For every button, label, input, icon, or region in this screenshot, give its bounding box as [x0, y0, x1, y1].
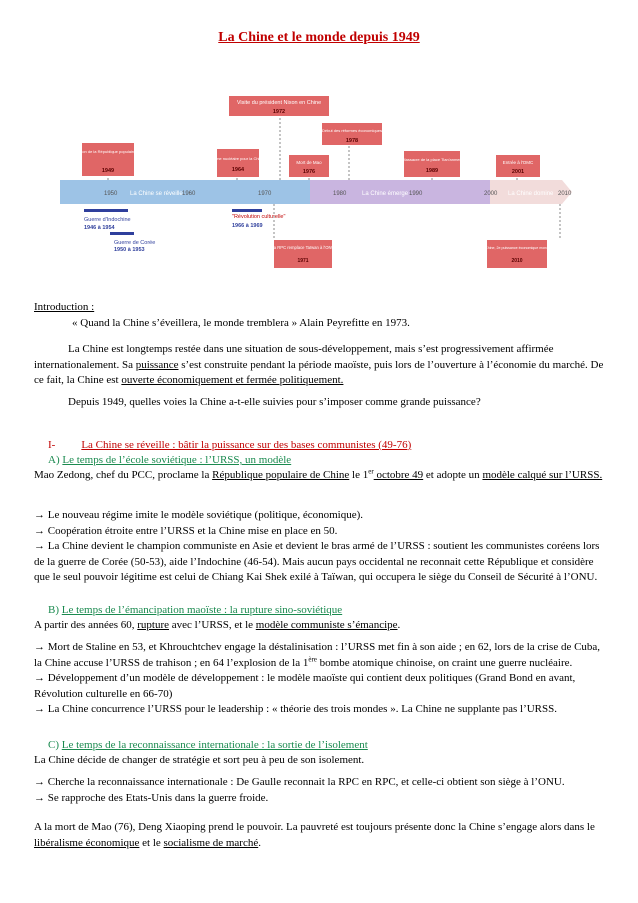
svg-text:La RPC remplace Taïwan à l'ONU: La RPC remplace Taïwan à l'ONU	[271, 245, 335, 250]
svg-text:Début des réformes économiques: Début des réformes économiques	[321, 128, 383, 133]
introduction	[34, 300, 606, 331]
event-revolution	[232, 209, 285, 229]
svg-text:1966 à 1969: 1966 à 1969	[232, 223, 263, 229]
event-2010	[480, 204, 560, 268]
svg-text:Entrée à l'OMC: Entrée à l'OMC	[502, 160, 534, 165]
event-1976	[289, 155, 329, 182]
partC-letter: C)	[48, 739, 59, 751]
intro-question: Depuis 1949, quelles voies la Chine a-t-elle suivies pour s’imposer comme grande puissance?	[68, 396, 481, 408]
event-1989	[402, 151, 461, 182]
year-tick: 2000	[484, 191, 498, 197]
partC-title: Le temps de la reconnaissance internationale : la sortie de l’isolement	[61, 739, 368, 751]
partB-lead: A partir des années 60, rupture avec l’URSS, et le modèle communiste s’émancipe.	[34, 619, 401, 631]
partA-bullets	[34, 508, 606, 586]
bullet: → Se rapproche des Etats-Unis dans la guerre froide.	[34, 791, 269, 804]
part1-number: I-	[48, 439, 56, 451]
svg-text:1989: 1989	[425, 168, 439, 174]
svg-text:1946 à 1954: 1946 à 1954	[84, 225, 115, 231]
partC-bullets	[34, 775, 606, 806]
part1-title: La Chine se réveille : bâtir la puissance sur des bases communistes (49-76)	[81, 439, 412, 451]
svg-text:Arme nucléaire pour la Chine: Arme nucléaire pour la Chine	[212, 156, 264, 161]
svg-text:"Révolution culturelle": "Révolution culturelle"	[232, 214, 286, 220]
event-indochine	[84, 209, 131, 231]
partB-title: Le temps de l’émancipation maoïste : la rupture sino-soviétique	[61, 604, 343, 616]
intro-paragraph	[34, 342, 606, 389]
svg-text:1978: 1978	[345, 138, 359, 144]
svg-text:1971: 1971	[297, 258, 309, 264]
year-tick: 1990	[409, 191, 423, 197]
bullet: → Développement d’un modèle de développement : le modèle maoïste qui contient deux politiques (Grand Bond en avant, Révolution culturelle en 66-70)	[34, 672, 576, 700]
event-coree	[110, 232, 155, 253]
year-tick: 1970	[258, 191, 272, 197]
svg-text:Mort de Mao: Mort de Mao	[296, 160, 322, 165]
svg-text:La Chine, 2e puissance économi: La Chine, 2e puissance économique mondiale	[480, 246, 554, 250]
partA-title: Le temps de l’école soviétique : l’URSS, un modèle	[62, 454, 292, 466]
partC-lead: La Chine décide de changer de stratégie et sort peu à peu de son isolement.	[34, 754, 365, 766]
svg-text:1964: 1964	[231, 167, 245, 173]
band-label-1: La Chine se réveille	[130, 191, 183, 197]
partB-bullets	[34, 640, 606, 718]
timeline-figure	[0, 0, 638, 275]
svg-text:Visite du président Nixon en C: Visite du président Nixon en Chine	[236, 100, 322, 106]
year-tick: 2010	[558, 191, 572, 197]
part1-heading	[34, 438, 606, 454]
bullet: → Cherche la reconnaissance internationale : De Gaulle reconnait la RPC en RPC, et celle-ci obtient son siège à l’ONU.	[34, 776, 565, 788]
svg-text:1972: 1972	[272, 109, 286, 115]
intro-text: La Chine est longtemps restée dans une situation de sous-développement, mais s’est progressivement affirmée internationalement. Sa	[34, 343, 554, 371]
year-tick: 1960	[182, 191, 196, 197]
band-label-2: La Chine émerge	[362, 191, 409, 197]
event-1949	[63, 143, 153, 182]
bullet: → Coopération étroite entre l’URSS et la Chine mise en place en 50.	[34, 524, 338, 537]
partC-conclusion: A la mort de Mao (76), Deng Xiaoping prend le pouvoir. La pauvreté est toujours présente donc la Chine s’engage alors dans le libéralisme économique et le socialisme de marché.	[34, 821, 595, 849]
svg-text:Proclamation de la République: Proclamation de la République populaire de Chine	[63, 149, 153, 154]
bullet: → Le nouveau régime imite le modèle soviétique (politique, économique).	[34, 509, 363, 521]
partA-lead: Mao Zedong, chef du PCC, proclame la République populaire de Chine le 1er octobre 49 et adopte un modèle calqué sur l’URSS.	[34, 467, 603, 481]
bullet: → Mort de Staline en 53, et Khrouchtchev engage la déstalinisation : l’URSS met fin à son aide ; en 62, lors de la crise de Cuba, la Chine accuse l’URSS de trahison ; en 64 l’explosion de la 1ère bombe atomique chinoise, on craint une guerre nucléaire.	[34, 641, 601, 669]
svg-text:Guerre de Corée: Guerre de Corée	[114, 240, 156, 246]
svg-text:Massacre de la place Tian'anme: Massacre de la place Tian'anmen	[402, 157, 462, 162]
page-title: La Chine et le monde depuis 1949	[218, 30, 420, 45]
event-2001	[496, 155, 540, 182]
intro-text-underlined: ouverte économiquement et fermée politiquement.	[121, 374, 344, 386]
event-1964	[212, 149, 265, 182]
bullet: → La Chine concurrence l’URSS pour le leadership : « théorie des trois mondes ». La Chine ne supplante pas l’URSS.	[34, 703, 558, 715]
band-label-3: La Chine domine	[508, 191, 554, 197]
partA-heading	[34, 453, 606, 469]
bullet: → La Chine devient le champion communiste en Asie et devient le bras armé de l’URSS : soutient les communistes coréens lors de la guerre de Corée (50-53), aide l’Indochine (46-54). Mais aucun pays occidental ne reconnait cette République et considère que le seul pouvoir légitime est celui de Chiang Kai Shek exilé à Taïwan, qui occupera le siège du Conseil de Sécurité à l’ONU.	[34, 540, 600, 583]
event-1978	[322, 123, 382, 180]
svg-text:Guerre d'Indochine: Guerre d'Indochine	[84, 217, 131, 223]
partB-heading	[34, 603, 606, 619]
svg-text:1976: 1976	[302, 169, 316, 175]
svg-text:2001: 2001	[511, 169, 525, 175]
intro-quote: « Quand la Chine s’éveillera, le monde tremblera » Alain Peyrefitte en 1973.	[72, 316, 410, 329]
intro-text-underlined: puissance	[135, 358, 179, 371]
partA-letter: A)	[48, 454, 60, 466]
year-tick: 1980	[333, 191, 347, 197]
intro-text: s’est construite pendant la période maoïste, puis lors de l’ouverture à l’économie du marché. De ce fait, la Chine est	[34, 358, 604, 386]
svg-text:1949: 1949	[101, 168, 115, 174]
svg-text:1950 à 1953: 1950 à 1953	[114, 247, 145, 253]
svg-text:2010: 2010	[511, 258, 523, 264]
partB-letter: B)	[48, 604, 59, 616]
partC-heading	[34, 738, 606, 754]
year-tick: 1950	[104, 191, 118, 197]
intro-heading: Introduction :	[34, 301, 95, 313]
